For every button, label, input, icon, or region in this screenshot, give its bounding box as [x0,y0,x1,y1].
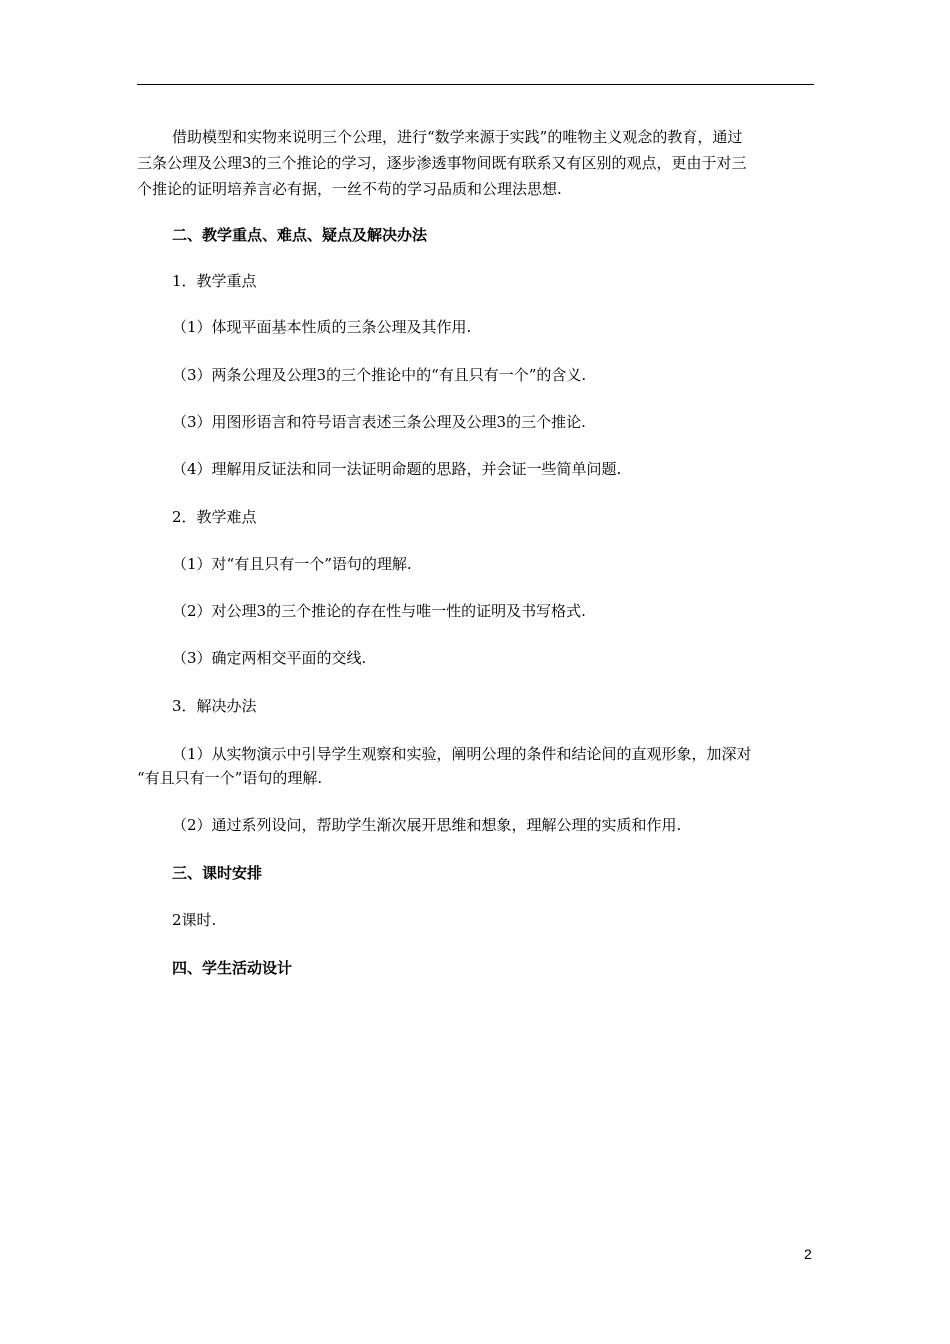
page-number: 2 [804,1246,812,1262]
schedule-text: 2课时. [172,911,217,929]
intro-line-1: 借助模型和实物来说明三个公理，进行“数学来源于实践”的唯物主义观念的教育，通过 [172,128,743,146]
intro-line-3: 个推论的证明培养言必有据，一丝不苟的学习品质和公理法思想. [137,180,562,198]
focus-item-4: （4）理解用反证法和同一法证明命题的思路，并会证一些简单问题. [172,460,622,478]
difficulty-item-1: （1）对“有且只有一个”语句的理解. [172,555,412,573]
focus-item-1: （1）体现平面基本性质的三条公理及其作用. [172,318,472,336]
intro-line-2: 三条公理及公理3的三个推论的学习，逐步渗透事物间既有联系又有区别的观点，更由于对三 [137,154,747,172]
difficulty-item-3: （3）确定两相交平面的交线. [172,649,367,667]
header-rule [137,84,814,85]
focus-item-3: （3）用图形语言和符号语言表述三条公理及公理3的三个推论. [172,413,586,431]
solution-item-1-line-1: （1）从实物演示中引导学生观察和实验，阐明公理的条件和结论间的直观形象，加深对 [172,745,752,763]
solution-heading: 3．解决办法 [172,697,257,715]
difficulty-item-2: （2）对公理3的三个推论的存在性与唯一性的证明及书写格式. [172,602,586,620]
solution-item-1-line-2: “有且只有一个”语句的理解. [137,769,323,787]
difficulty-heading: 2．教学难点 [172,508,257,526]
focus-heading: 1．教学重点 [172,272,257,290]
section2-heading: 二、教学重点、难点、疑点及解决办法 [172,226,428,244]
focus-item-2: （3）两条公理及公理3的三个推论中的“有且只有一个”的含义. [172,366,587,384]
solution-item-2: （2）通过系列设问，帮助学生渐次展开思维和想象，理解公理的实质和作用. [172,816,682,834]
section4-heading: 四、学生活动设计 [172,959,293,977]
section3-heading: 三、课时安排 [172,864,263,882]
